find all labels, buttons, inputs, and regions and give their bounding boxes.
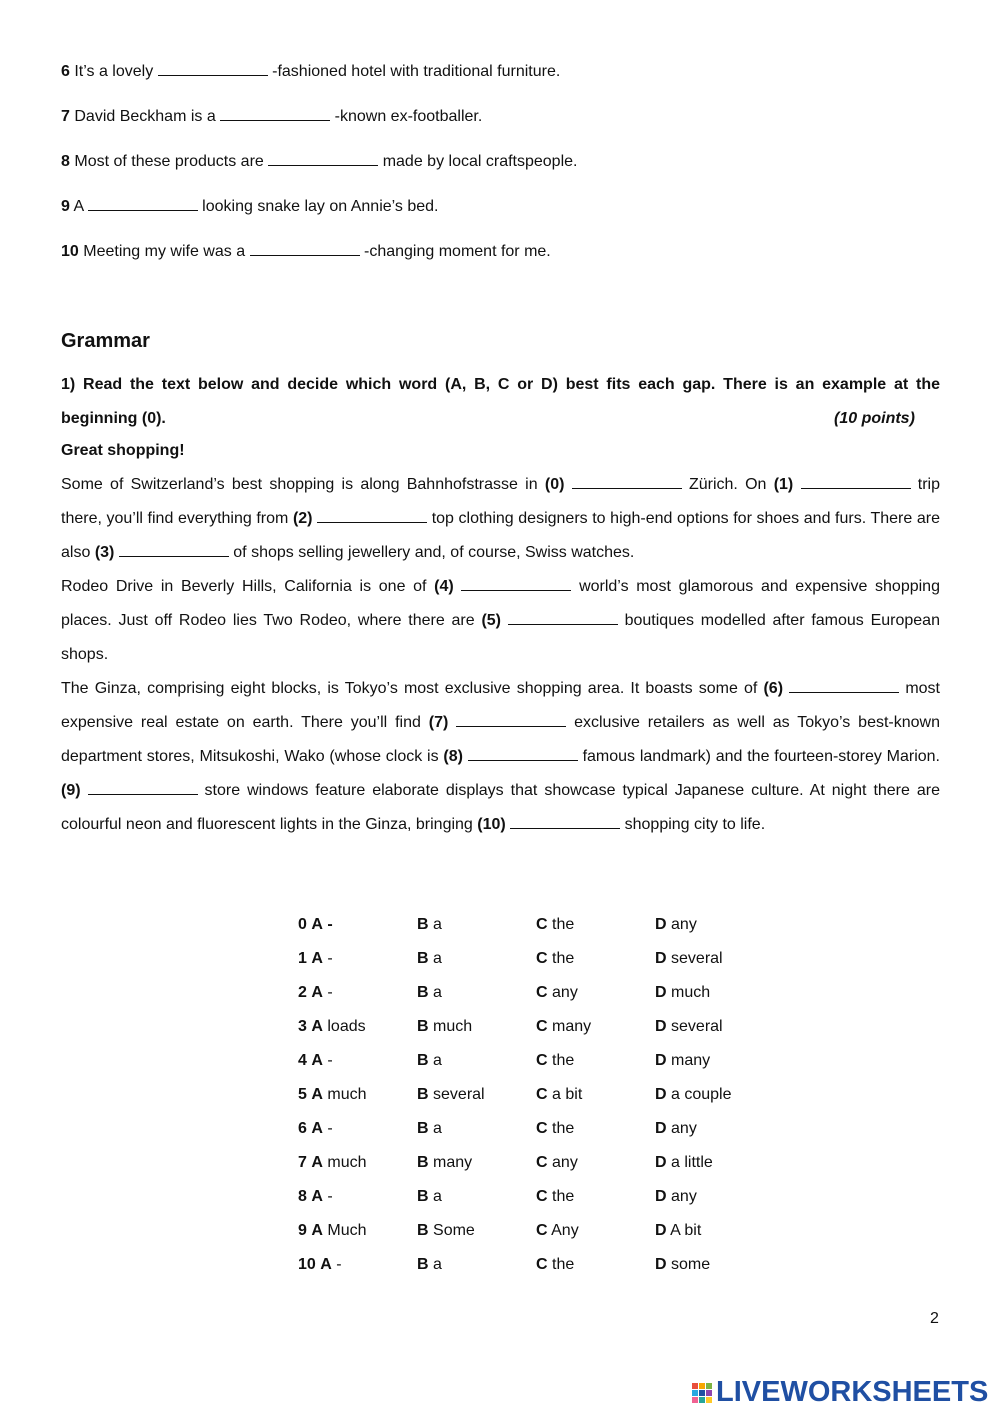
passage-paragraph-1 (61, 468, 940, 570)
option-value: the (552, 1120, 575, 1137)
option-letter: C (536, 1154, 548, 1171)
option-value: a (433, 1256, 442, 1273)
option-number: 6 (298, 1120, 307, 1137)
option-value: Some (433, 1222, 475, 1239)
passage-text: exclusive retailers as well as Tokyo’s best-known department stores, Mitsukoshi, Wako (whose clock is (61, 714, 940, 765)
option-row (298, 1078, 774, 1112)
option-b[interactable] (417, 1180, 536, 1214)
gap-number: (1) (773, 476, 794, 493)
logo-text: LIVEWORKSHEETS (716, 1376, 989, 1408)
option-row (298, 908, 774, 942)
option-b[interactable] (417, 976, 536, 1010)
option-letter: B (417, 1120, 429, 1137)
gap-number: (6) (763, 680, 784, 697)
option-b[interactable] (417, 942, 536, 976)
option-letter: A (311, 984, 323, 1001)
option-a[interactable] (298, 1044, 417, 1078)
option-value: a little (671, 1154, 713, 1171)
item-text-before: Most of these products are (74, 153, 264, 170)
answer-blank[interactable] (268, 151, 378, 166)
option-b[interactable] (417, 1248, 536, 1282)
passage-text: shopping city to life. (624, 816, 766, 833)
option-letter: A (311, 1086, 323, 1103)
option-letter: A (311, 1188, 323, 1205)
option-number: 1 (298, 950, 307, 967)
option-c[interactable] (536, 1112, 655, 1146)
option-value: Any (551, 1222, 579, 1239)
option-d[interactable] (655, 1078, 774, 1112)
logo-square (692, 1390, 698, 1396)
option-letter: C (536, 984, 548, 1001)
vocab-item (61, 58, 941, 103)
option-d[interactable] (655, 1248, 774, 1282)
option-letter: C (536, 1018, 548, 1035)
gap-number: (7) (428, 714, 449, 731)
option-letter: D (655, 1086, 667, 1103)
option-d[interactable] (655, 1044, 774, 1078)
option-value: the (552, 950, 575, 967)
answer-blank[interactable] (572, 474, 682, 489)
answer-blank[interactable] (468, 746, 578, 761)
gap-number: (4) (434, 578, 454, 595)
logo-square (699, 1383, 705, 1389)
option-value: - (327, 950, 333, 967)
passage-text: trip there, you’ll find everything from (61, 476, 940, 527)
answer-options-table (298, 908, 774, 1282)
option-d[interactable] (655, 908, 774, 942)
option-a[interactable] (298, 1112, 417, 1146)
option-b[interactable] (417, 908, 536, 942)
answer-blank[interactable] (510, 814, 620, 829)
passage-text: Rodeo Drive in Beverly Hills, California is one of (61, 578, 427, 595)
logo-mark-icon (692, 1383, 712, 1403)
item-number: 8 (61, 153, 70, 170)
option-b[interactable] (417, 1044, 536, 1078)
vocab-item (61, 193, 941, 238)
logo-square (706, 1390, 712, 1396)
option-value: - (327, 984, 333, 1001)
option-b[interactable] (417, 1010, 536, 1044)
option-value: - (327, 1188, 333, 1205)
option-value: a (433, 916, 442, 933)
passage-text: boutiques modelled after famous European shops. (61, 612, 940, 663)
logo-square (706, 1397, 712, 1403)
passage-paragraph-3 (61, 672, 940, 842)
option-letter: B (417, 1256, 429, 1273)
item-text-after: looking snake lay on Annie’s bed. (202, 198, 439, 215)
option-value: A bit (670, 1222, 702, 1239)
option-letter: B (417, 1086, 429, 1103)
option-value: much (433, 1018, 473, 1035)
item-text-after: -changing moment for me. (364, 243, 551, 260)
option-c[interactable] (536, 908, 655, 942)
logo-square (706, 1383, 712, 1389)
option-number: 10 (298, 1256, 316, 1273)
text-title: Great shopping! (61, 442, 185, 459)
option-letter: D (655, 1256, 667, 1273)
option-value: many (671, 1052, 711, 1069)
item-text-before: A (73, 198, 84, 215)
option-number: 2 (298, 984, 307, 1001)
option-value: a (433, 984, 442, 1001)
exercise-instruction: 1) Read the text below and decide which word (A, B, C or D) best fits each gap. There is an example at the beginning (0). (61, 376, 940, 427)
option-letter: D (655, 1052, 667, 1069)
option-letter: B (417, 1154, 429, 1171)
section-title: Grammar (61, 330, 150, 352)
option-value: the (552, 1188, 575, 1205)
option-c[interactable] (536, 1078, 655, 1112)
answer-blank[interactable] (317, 508, 427, 523)
option-value: - (327, 1052, 333, 1069)
option-number: 8 (298, 1188, 307, 1205)
option-letter: C (536, 1086, 548, 1103)
option-value: much (327, 1154, 367, 1171)
logo-square (699, 1390, 705, 1396)
option-letter: B (417, 1188, 429, 1205)
option-value: the (552, 1256, 575, 1273)
option-row (298, 1180, 774, 1214)
answer-blank[interactable] (456, 712, 566, 727)
option-a[interactable] (298, 1180, 417, 1214)
option-letter: D (655, 1120, 667, 1137)
passage-text: famous landmark) and the fourteen-storey Marion. (582, 748, 941, 765)
option-letter: A (320, 1256, 332, 1273)
option-d[interactable] (655, 1010, 774, 1044)
answer-blank[interactable] (88, 780, 198, 795)
option-d[interactable] (655, 1146, 774, 1180)
passage-text: most expensive real estate on earth. There you’ll find (61, 680, 940, 731)
item-number: 6 (61, 63, 70, 80)
option-value: much (671, 984, 711, 1001)
option-letter: A (311, 1154, 323, 1171)
gap-number: (3) (94, 544, 115, 561)
option-d[interactable] (655, 976, 774, 1010)
logo-square (692, 1383, 698, 1389)
option-value: the (552, 916, 575, 933)
option-letter: A (311, 1018, 323, 1035)
option-value: any (671, 1188, 697, 1205)
item-text-after: -fashioned hotel with traditional furniture. (272, 63, 561, 80)
option-value: several (433, 1086, 485, 1103)
option-value: a (433, 1052, 442, 1069)
option-b[interactable] (417, 1112, 536, 1146)
option-row (298, 942, 774, 976)
page-number: 2 (930, 1310, 939, 1327)
option-d[interactable] (655, 942, 774, 976)
option-c[interactable] (536, 976, 655, 1010)
option-letter: A (311, 1052, 323, 1069)
item-number: 10 (61, 243, 79, 260)
option-letter: D (655, 950, 667, 967)
answer-blank[interactable] (250, 241, 360, 256)
option-letter: B (417, 1222, 429, 1239)
option-number: 0 (298, 916, 307, 933)
logo-square (699, 1397, 705, 1403)
item-text-before: It’s a lovely (74, 63, 154, 80)
answer-blank[interactable] (158, 61, 268, 76)
passage-text: top clothing designers to high-end options for shoes and furs. There are also (61, 510, 940, 561)
option-letter: B (417, 916, 429, 933)
option-a[interactable] (298, 1214, 417, 1248)
option-value: any (552, 984, 578, 1001)
option-letter: D (655, 984, 667, 1001)
gap-number: (9) (61, 782, 81, 799)
answer-blank[interactable] (220, 106, 330, 121)
option-a[interactable] (298, 1010, 417, 1044)
option-c[interactable] (536, 1044, 655, 1078)
passage-text: world’s most glamorous and expensive shopping places. Just off Rodeo lies Two Rodeo, where there are (61, 578, 940, 629)
option-value: - (336, 1256, 342, 1273)
option-row (298, 1146, 774, 1180)
option-number: 7 (298, 1154, 307, 1171)
item-text-before: David Beckham is a (74, 108, 216, 125)
option-letter: C (536, 950, 548, 967)
option-letter: C (536, 1222, 548, 1239)
vocabulary-list (61, 58, 941, 283)
option-value: some (671, 1256, 711, 1273)
option-value: a (433, 1188, 442, 1205)
answer-blank[interactable] (88, 196, 198, 211)
option-value: any (671, 916, 697, 933)
gap-number: (8) (443, 748, 463, 765)
option-c[interactable] (536, 1146, 655, 1180)
passage-text: Some of Switzerland’s best shopping is along Bahnhofstrasse in (61, 476, 538, 493)
option-a[interactable] (298, 908, 417, 942)
option-c[interactable] (536, 1010, 655, 1044)
liveworksheets-logo (692, 1376, 988, 1409)
exercise-points: (10 points) (834, 410, 915, 427)
option-row (298, 976, 774, 1010)
option-letter: A (311, 950, 323, 967)
option-letter: D (655, 1154, 667, 1171)
option-letter: A (311, 1222, 323, 1239)
option-letter: D (655, 916, 667, 933)
option-number: 5 (298, 1086, 307, 1103)
option-c[interactable] (536, 1248, 655, 1282)
option-letter: B (417, 1052, 429, 1069)
option-letter: D (655, 1222, 667, 1239)
option-letter: A (311, 916, 323, 933)
answer-blank[interactable] (461, 576, 571, 591)
passage-text: of shops selling jewellery and, of course, Swiss watches. (233, 544, 635, 561)
option-c[interactable] (536, 1214, 655, 1248)
gap-number: (0) (544, 476, 565, 493)
option-b[interactable] (417, 1078, 536, 1112)
item-number: 7 (61, 108, 70, 125)
item-text-after: made by local craftspeople. (382, 153, 578, 170)
option-c[interactable] (536, 942, 655, 976)
option-letter: C (536, 1052, 548, 1069)
option-a[interactable] (298, 1146, 417, 1180)
answer-blank[interactable] (119, 542, 229, 557)
option-letter: C (536, 1256, 548, 1273)
option-letter: D (655, 1188, 667, 1205)
option-letter: C (536, 1188, 548, 1205)
logo-square (692, 1397, 698, 1403)
option-a[interactable] (298, 942, 417, 976)
answer-blank[interactable] (801, 474, 911, 489)
option-number: 3 (298, 1018, 307, 1035)
reading-passage (61, 468, 940, 842)
option-row (298, 1044, 774, 1078)
option-a[interactable] (298, 1248, 417, 1282)
passage-text: store windows feature elaborate displays that showcase typical Japanese culture. At night there are colourful neon and fluorescent lights in the Ginza, bringing (61, 782, 941, 833)
option-value: Much (327, 1222, 367, 1239)
option-b[interactable] (417, 1214, 536, 1248)
option-value: several (671, 1018, 723, 1035)
option-value: a (433, 950, 442, 967)
option-letter: B (417, 950, 429, 967)
option-value: any (671, 1120, 697, 1137)
option-row (298, 1112, 774, 1146)
option-value: loads (327, 1018, 366, 1035)
vocab-item (61, 238, 941, 283)
option-value: many (552, 1018, 592, 1035)
answer-blank[interactable] (508, 610, 618, 625)
answer-blank[interactable] (789, 678, 899, 693)
option-letter: A (311, 1120, 323, 1137)
option-d[interactable] (655, 1180, 774, 1214)
option-letter: C (536, 1120, 548, 1137)
vocab-item (61, 148, 941, 193)
item-text-before: Meeting my wife was a (83, 243, 246, 260)
option-value: a bit (552, 1086, 583, 1103)
option-a[interactable] (298, 1078, 417, 1112)
item-number: 9 (61, 198, 70, 215)
option-number: 9 (298, 1222, 307, 1239)
option-value: - (327, 1120, 333, 1137)
item-text-after: -known ex-footballer. (334, 108, 483, 125)
option-d[interactable] (655, 1112, 774, 1146)
passage-text: The Ginza, comprising eight blocks, is Tokyo’s most exclusive shopping area. It boasts some of (61, 680, 758, 697)
option-c[interactable] (536, 1180, 655, 1214)
option-letter: D (655, 1018, 667, 1035)
option-value: several (671, 950, 723, 967)
option-value: the (552, 1052, 575, 1069)
option-number: 4 (298, 1052, 307, 1069)
option-value: a couple (671, 1086, 732, 1103)
option-row (298, 1214, 774, 1248)
option-value: much (327, 1086, 367, 1103)
option-b[interactable] (417, 1146, 536, 1180)
gap-number: (5) (481, 612, 502, 629)
option-value: any (552, 1154, 578, 1171)
option-value: a (433, 1120, 442, 1137)
option-row (298, 1248, 774, 1282)
option-value: many (433, 1154, 473, 1171)
option-value: - (327, 916, 333, 933)
gap-number: (10) (477, 816, 506, 833)
option-letter: C (536, 916, 548, 933)
option-a[interactable] (298, 976, 417, 1010)
gap-number: (2) (292, 510, 313, 527)
passage-paragraph-2 (61, 570, 940, 672)
option-letter: B (417, 1018, 429, 1035)
vocab-item (61, 103, 941, 148)
option-d[interactable] (655, 1214, 774, 1248)
option-row (298, 1010, 774, 1044)
option-letter: B (417, 984, 429, 1001)
passage-text: Zürich. On (688, 476, 767, 493)
